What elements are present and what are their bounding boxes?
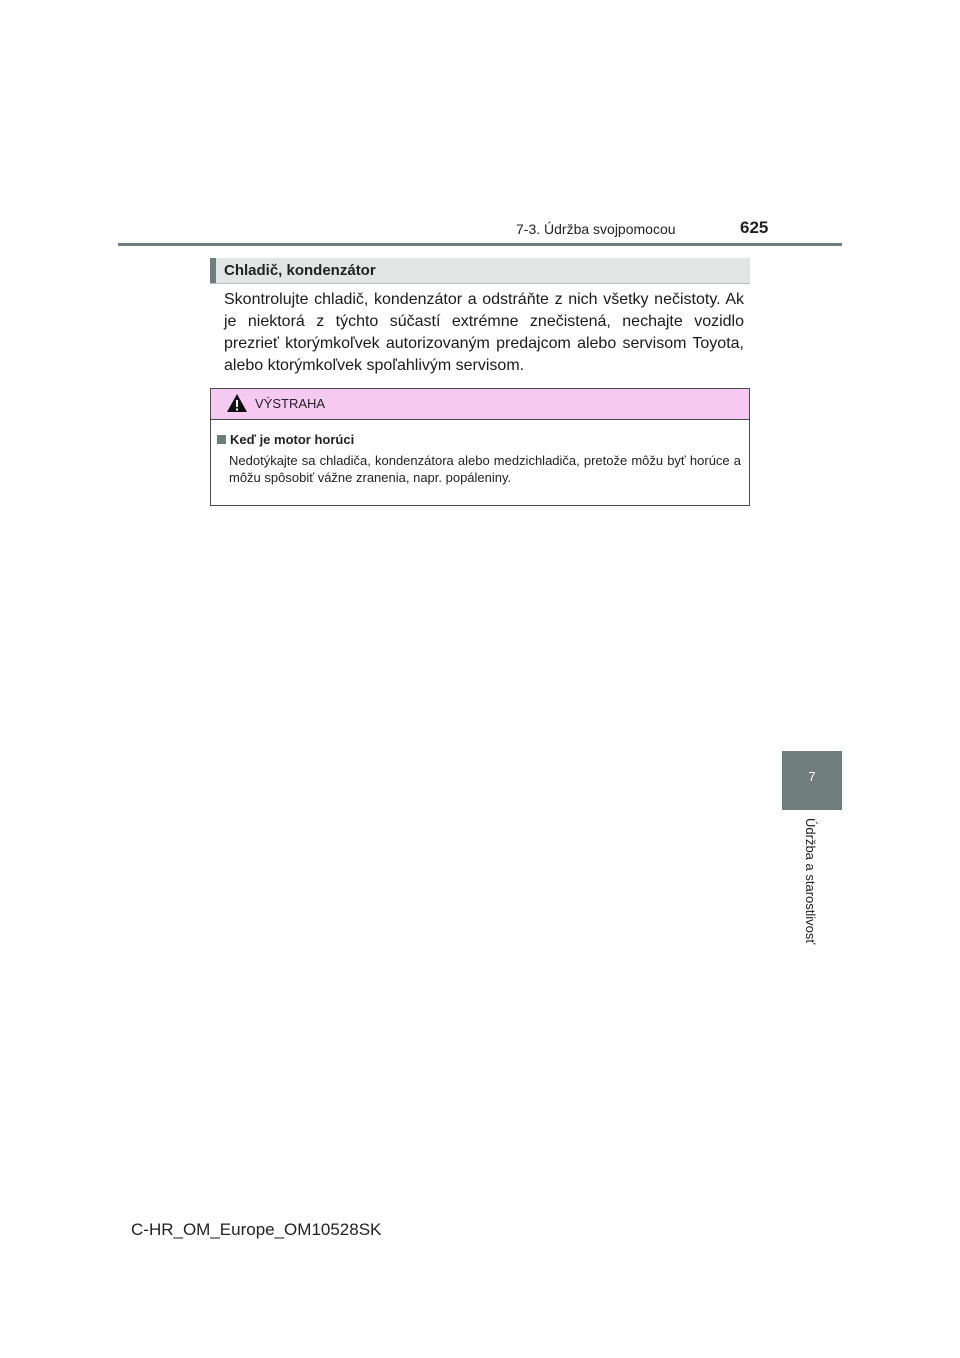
warning-label: VÝSTRAHA [255, 396, 326, 411]
warning-item-title [217, 432, 354, 447]
section-heading [210, 258, 750, 284]
section-title: Chladič, kondenzátor [224, 262, 376, 279]
warning-box [210, 388, 750, 506]
section-heading-bar [210, 258, 216, 283]
warning-item-text: Nedotýkajte sa chladiča, kondenzátora alebo medzichladiča, pretože môžu byť horúce a môžu spôsobiť vážne zranenia, napr. popáleniny. [229, 453, 741, 485]
square-bullet-icon [217, 435, 226, 444]
chapter-number: 7 [808, 769, 816, 784]
chapter-tab [782, 751, 842, 810]
chapter-title: Údržba a starostlivosť [803, 818, 818, 945]
section-body-text: Skontrolujte chladič, kondenzátor a odstráňte z nich všetky nečistoty. Ak je niektorá z týchto súčastí extrémne znečistená, nechajte vozidlo prezrieť ktorýmkoľvek autorizovaným predajcom alebo servisom Toyota, alebo ktorýmkoľvek spoľahlivým servisom. [224, 291, 744, 374]
warning-header [211, 389, 749, 420]
warning-item-title-text: Keď je motor horúci [230, 432, 355, 447]
header-divider [118, 243, 842, 246]
page-number: 625 [740, 218, 769, 237]
footer-document-code: C-HR_OM_Europe_OM10528SK [131, 1220, 382, 1239]
warning-triangle-icon [226, 393, 248, 413]
header-section-title: 7-3. Údržba svojpomocou [516, 221, 676, 237]
